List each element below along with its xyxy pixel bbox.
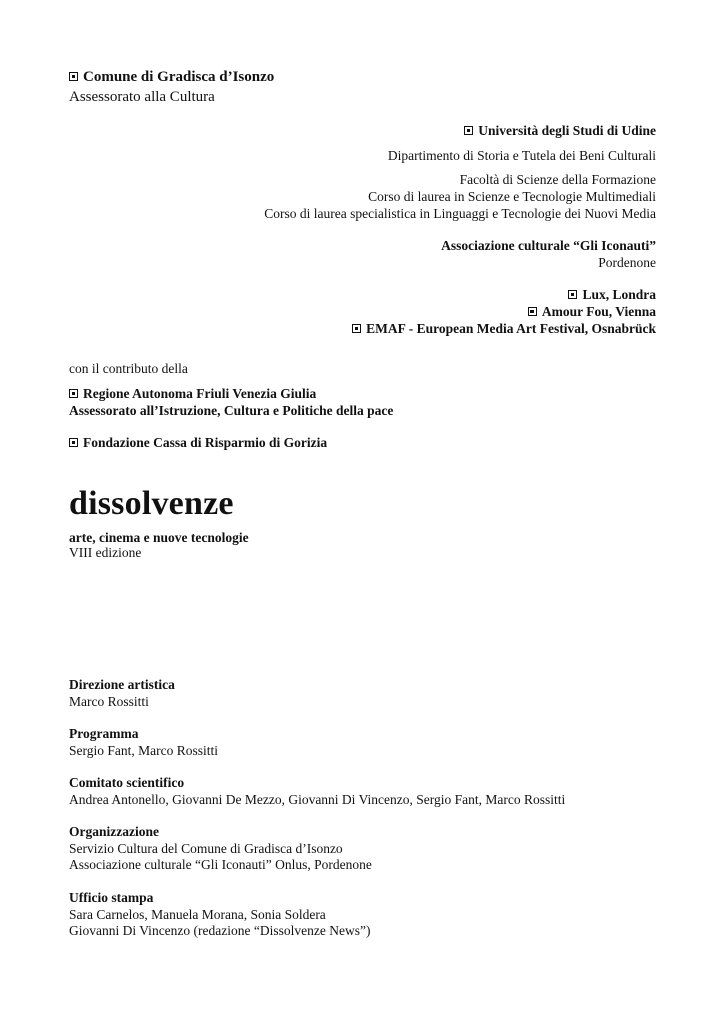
regione-name: [69, 386, 316, 402]
partner-text: EMAF - European Media Art Festival, Osnabrück: [366, 321, 656, 336]
credit-heading: Programma: [69, 726, 139, 741]
bullet-square-icon: [528, 307, 537, 316]
universita-faculty: Facoltà di Scienze della Formazione: [459, 172, 656, 187]
universita-course2: Corso di laurea specialistica in Linguaggi e Tecnologie dei Nuovi Media: [264, 206, 656, 221]
partner-text: Amour Fou, Vienna: [541, 304, 656, 319]
credit-line: Servizio Cultura del Comune di Gradisca d’Isonzo: [69, 841, 343, 856]
credit-heading: Direzione artistica: [69, 677, 175, 692]
regione-dept: Assessorato all’Istruzione, Cultura e Politiche della pace: [69, 403, 394, 418]
bullet-square-icon: [69, 389, 78, 398]
bullet-square-icon: [464, 126, 473, 135]
regione-name-text: Regione Autonoma Friuli Venezia Giulia: [83, 386, 317, 401]
bullet-square-icon: [69, 438, 78, 447]
partner-item: [568, 287, 656, 303]
partner-item: [528, 304, 656, 320]
credit-line: Sara Carnelos, Manuela Morana, Sonia Soldera: [69, 907, 326, 922]
associazione-name: Associazione culturale “Gli Iconauti”: [441, 238, 656, 253]
comune-name: [69, 69, 274, 86]
associazione-city: Pordenone: [598, 255, 656, 270]
universita-name: [464, 123, 656, 139]
comune-dept: Assessorato alla Cultura: [69, 89, 215, 105]
credit-heading: Organizzazione: [69, 824, 159, 839]
universita-course1: Corso di laurea in Scienze e Tecnologie Multimediali: [368, 189, 656, 204]
fondazione-name-text: Fondazione Cassa di Risparmio di Gorizia: [83, 435, 328, 450]
credit-line: Andrea Antonello, Giovanni De Mezzo, Giovanni Di Vincenzo, Sergio Fant, Marco Rossitti: [69, 792, 566, 807]
bullet-square-icon: [352, 324, 361, 333]
festival-edition: VIII edizione: [69, 545, 142, 560]
festival-subtitle: arte, cinema e nuove tecnologie: [69, 530, 249, 545]
bullet-square-icon: [568, 290, 577, 299]
credit-heading: Ufficio stampa: [69, 890, 154, 905]
credit-line: Marco Rossitti: [69, 694, 149, 709]
fondazione-name: [69, 435, 327, 451]
contributors-intro: con il contributo della: [69, 361, 188, 376]
comune-name-text: Comune di Gradisca d’Isonzo: [83, 69, 275, 85]
partner-item: [352, 321, 656, 337]
universita-name-text: Università degli Studi di Udine: [478, 123, 656, 138]
credit-line: Giovanni Di Vincenzo (redazione “Dissolvenze News”): [69, 923, 371, 938]
festival-title: dissolvenze: [69, 485, 234, 522]
partner-text: Lux, Londra: [582, 287, 656, 302]
credit-heading: Comitato scientifico: [69, 775, 185, 790]
universita-dept: Dipartimento di Storia e Tutela dei Beni Culturali: [387, 148, 656, 163]
credit-line: Sergio Fant, Marco Rossitti: [69, 743, 219, 758]
credit-line: Associazione culturale “Gli Iconauti” Onlus, Pordenone: [69, 857, 372, 872]
bullet-square-icon: [69, 72, 78, 81]
